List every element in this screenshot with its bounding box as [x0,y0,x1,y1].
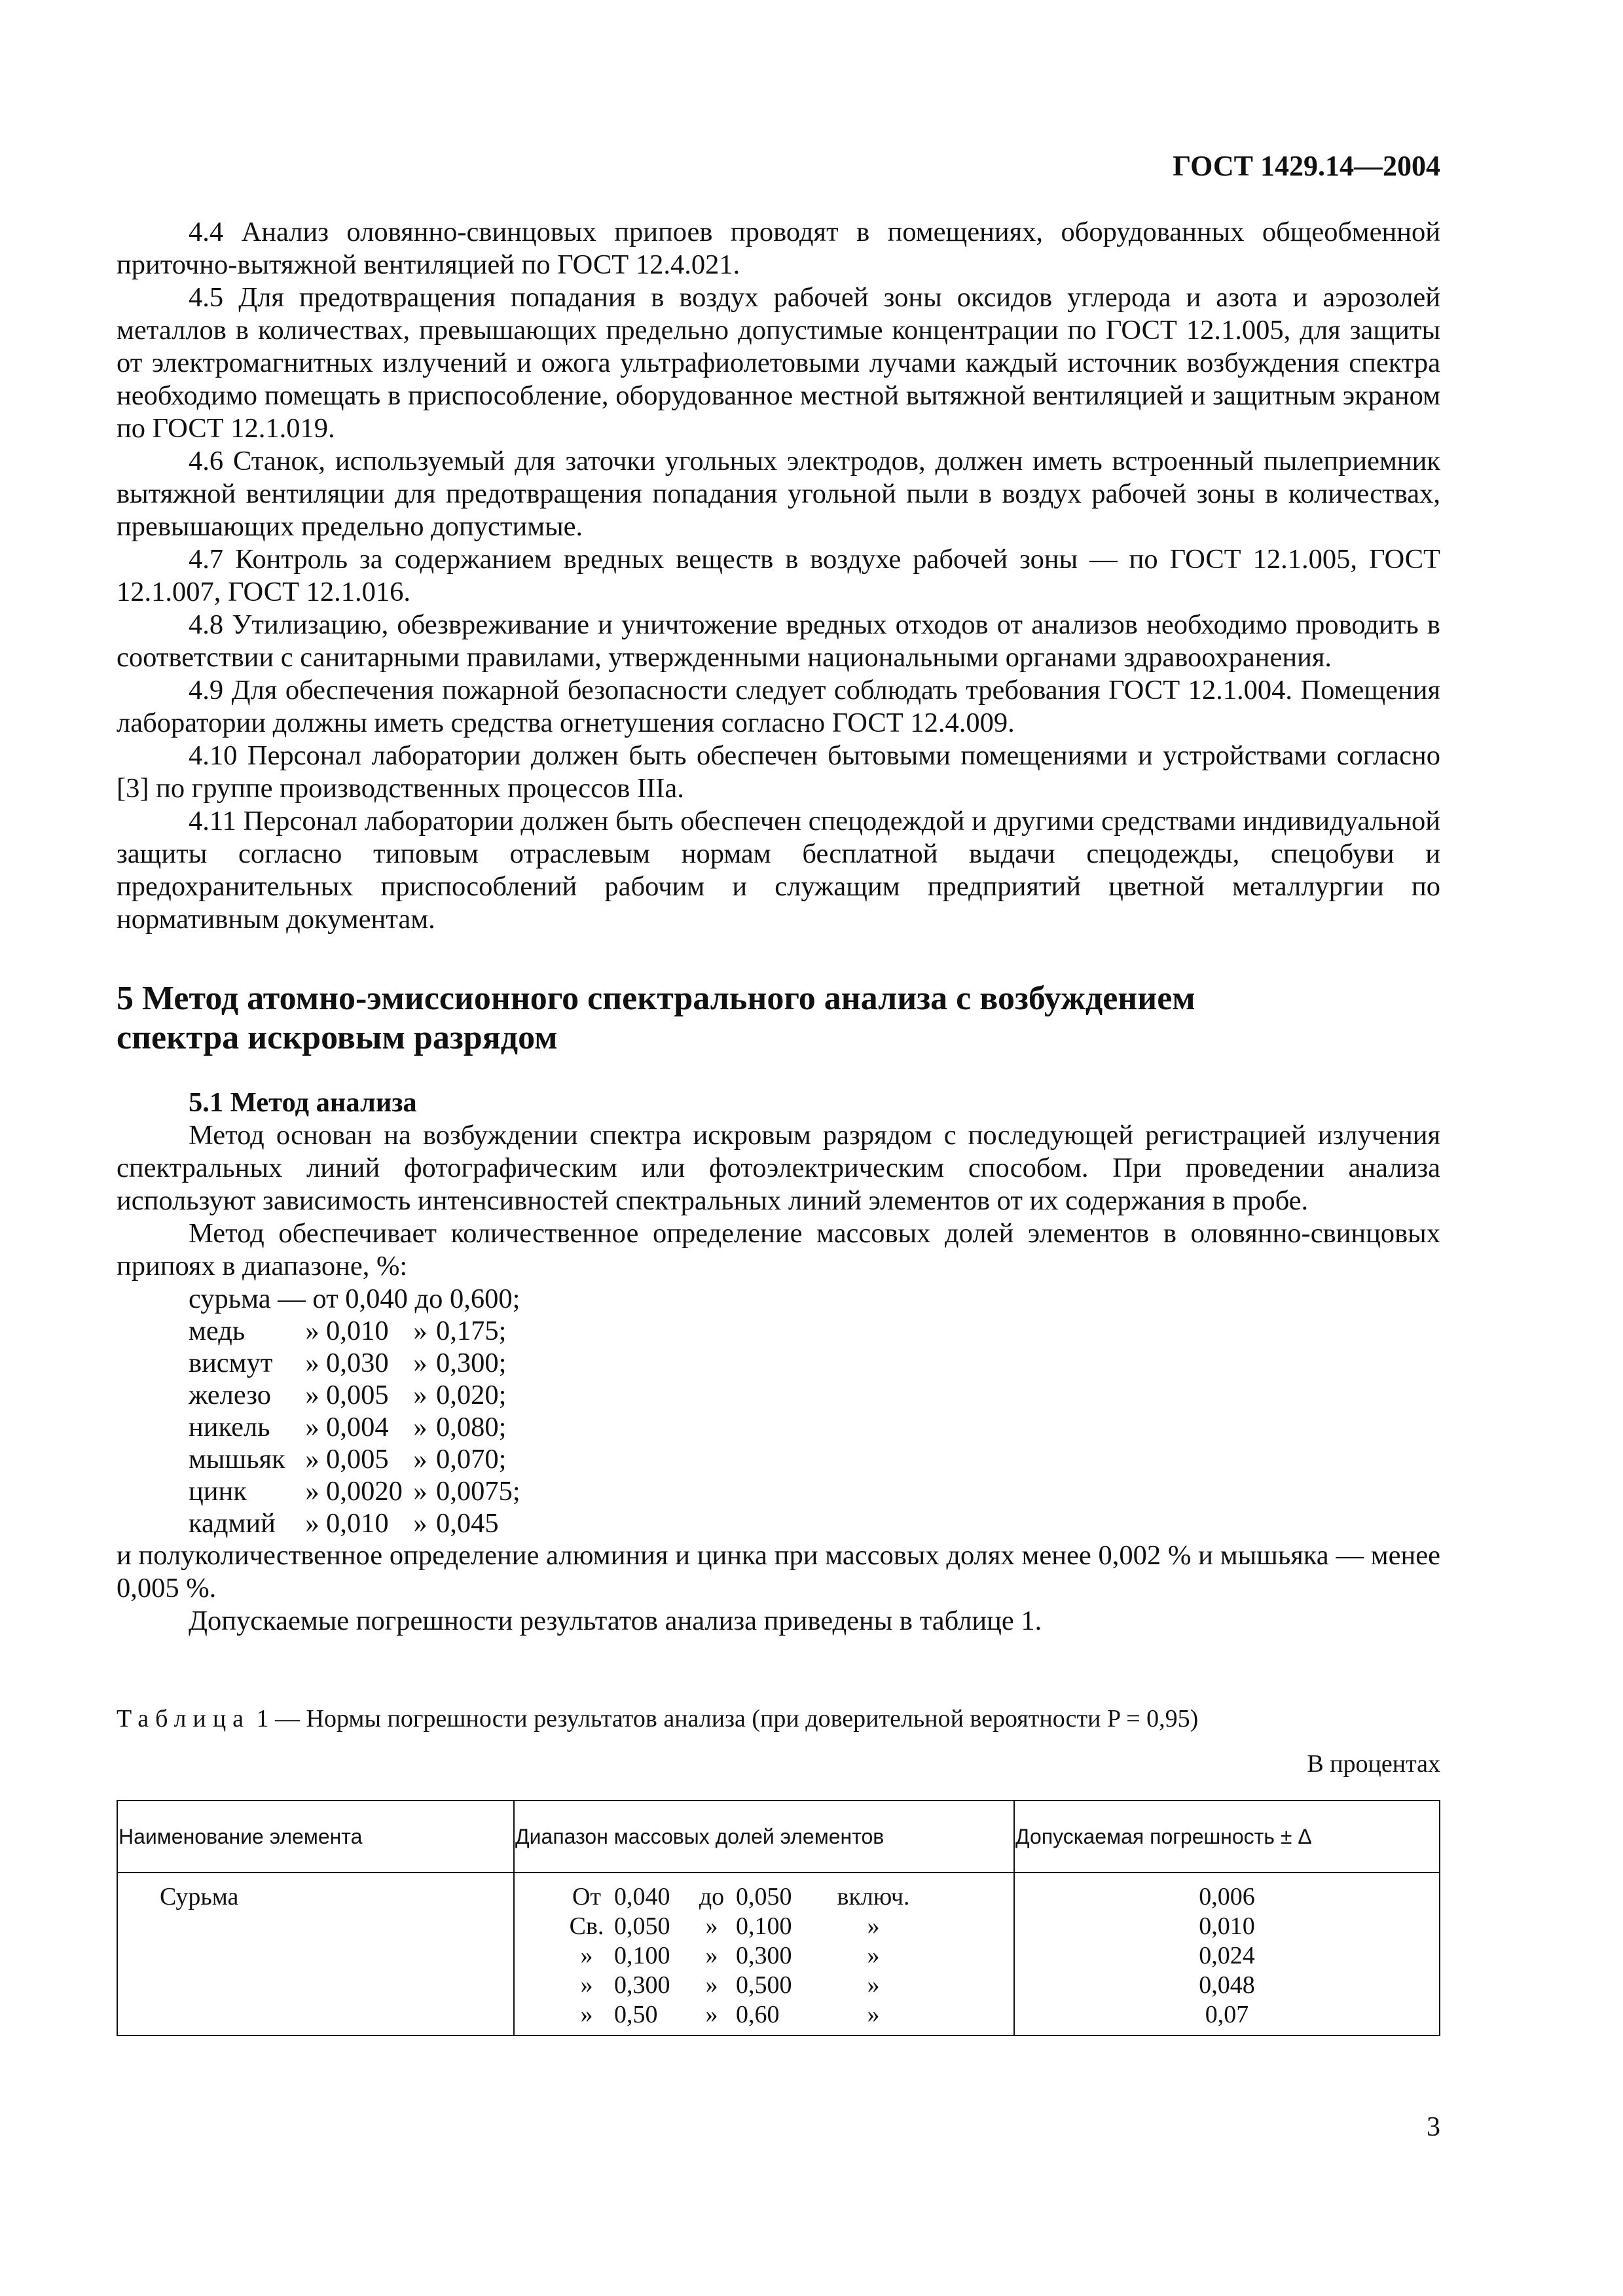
paragraph-5-1-ranges-intro: Метод обеспечивает количественное определение массовых долей элементов в оловянно-свинцовых припоях в диапазоне, %: [117,1218,1440,1282]
element-range-to: 0,020; [436,1380,507,1410]
range-part-a: Св. [569,1912,604,1940]
element-range-q1: » [305,1348,319,1378]
element-range-q2: » [413,1444,428,1475]
range-part-e: » [867,1971,880,1999]
subsection-5-1-heading: 5.1 Метод анализа [189,1087,417,1118]
range-part-b: 0,300 [614,1971,670,1999]
range-part-a: » [580,1971,593,1999]
paragraph-4-10: 4.10 Персонал лаборатории должен быть обеспечен бытовыми помещениями и устройствами согласно [3] по группе производственных процессов IIIа. [117,740,1440,804]
range-part-a: От [572,1883,602,1910]
element-range-first [189,1283,1440,1315]
element-range-q2: » [413,1316,428,1346]
range-part-b: 0,040 [614,1883,670,1910]
range-part-d: 0,500 [736,1971,792,1999]
element-range-to: 0,080; [436,1412,507,1443]
header-range: Диапазон массовых долей элементов [514,1801,1014,1873]
element-range-q2: » [413,1380,428,1410]
range-part-d: 0,100 [736,1912,792,1940]
range-part-d: 0,300 [736,1942,792,1969]
element-range-from: 0,004 [326,1412,389,1443]
paragraph-5-1-method: Метод основан на возбуждении спектра искровым разрядом с последующей регистрацией излучения спектральных линий фотографическим или фотоэлектрическим способом. При проведении анализа используют зависимость интенсивностей спектральных линий элементов от их содержания в пробе. [117,1120,1440,1216]
range-part-a: » [580,1942,593,1969]
element-range-q2: » [413,1508,428,1539]
paragraph-4-4: 4.4 Анализ оловянно-свинцовых припоев проводят в помещениях, оборудованных общеобменной приточно-вытяжной вентиляцией по ГОСТ 12.4.021. [117,217,1440,280]
section-5-heading [117,979,1440,1058]
element-range-list [189,1283,1440,1539]
standard-header: ГОСТ 1429.14—2004 [1173,150,1440,182]
range-part-d: 0,050 [736,1883,792,1910]
element-range-row [189,1347,1440,1379]
range-part-c: » [705,1912,718,1940]
range-part-d: 0,60 [736,2001,780,2028]
section-5-title-line1: 5 Метод атомно-эмиссионного спектрального анализа с возбуждением [117,980,1195,1017]
element-range-q2: » [413,1476,428,1507]
paragraph-4-5: 4.5 Для предотвращения попадания в воздух рабочей зоны оксидов углерода и азота и аэрозолей металлов в количествах, превышающих предельно допустимые концентрации по ГОСТ 12.1.005, для защиты от электромагнитных излучений и ожога ультрафиолетовыми лучами каждый источник возбуждения спектра необходимо помещать в приспособление, оборудованное местной вытяжной вентиляцией и защитным экраном по ГОСТ 12.1.019. [117,282,1440,444]
range-line [559,1882,1013,1912]
element-range-first-text: сурьма — от 0,040 до 0,600; [189,1283,520,1314]
range-part-e: » [867,1912,880,1940]
element-range-q1: » [305,1508,319,1539]
range-line [559,1941,1013,1971]
table-1 [117,1800,1440,2036]
element-range-name: висмут [189,1348,273,1378]
table-1-caption-label: Таблица [117,1705,251,1732]
element-range-name: мышьяк [189,1444,285,1475]
error-value: 0,010 [1199,1912,1255,1940]
range-part-b: 0,50 [614,2001,658,2028]
error-value: 0,006 [1199,1883,1255,1910]
element-range-to: 0,070; [436,1444,507,1475]
element-range-q2: » [413,1412,428,1443]
range-part-b: 0,100 [614,1942,670,1969]
element-range-name: цинк [189,1476,247,1507]
element-range-q1: » [305,1380,319,1410]
element-range-from: 0,005 [326,1380,389,1410]
range-part-b: 0,050 [614,1912,670,1940]
paragraph-4-6: 4.6 Станок, используемый для заточки угольных электродов, должен иметь встроенный пылеприемник вытяжной вентиляции для предотвращения попадания угольной пыли в воздух рабочей зоны в количествах, превышающих предельно допустимые. [117,446,1440,542]
document-body [117,216,1440,2036]
element-range-name: медь [189,1316,246,1346]
error-value: 0,048 [1199,1971,1255,1999]
element-range-to: 0,300; [436,1348,507,1378]
table-1-unit: В процентах [1307,1750,1440,1778]
element-range-from: 0,010 [326,1316,389,1346]
paragraph-4-7: 4.7 Контроль за содержанием вредных веществ в воздухе рабочей зоны — по ГОСТ 12.1.005, ГОСТ 12.1.007, ГОСТ 12.1.016. [117,544,1440,607]
element-range-q1: » [305,1476,319,1507]
range-part-c: » [705,1971,718,1999]
cell-error-list [1014,1873,1440,2036]
element-range-from: 0,005 [326,1444,389,1475]
element-range-from: 0,0020 [326,1476,403,1507]
element-range-row [189,1379,1440,1411]
element-range-row [189,1315,1440,1347]
element-range-row [189,1507,1440,1539]
paragraph-semiquant: и полуколичественное определение алюминия и цинка при массовых долях менее 0,002 % и мышьяка — менее 0,005 %. [117,1540,1440,1604]
element-range-q1: » [305,1316,319,1346]
table-1-caption [117,1703,1440,1734]
error-value: 0,07 [1205,2001,1249,2028]
range-line [559,2000,1013,2030]
paragraph-table-ref: Допускаемые погрешности результатов анализа приведены в таблице 1. [189,1605,1042,1636]
page-number: 3 [1427,2112,1440,2142]
error-value: 0,024 [1199,1942,1255,1969]
header-element-name: Наименование элемента [117,1801,514,1873]
paragraph-4-8: 4.8 Утилизацию, обезвреживание и уничтожение вредных отходов от анализов необходимо проводить в соответствии с санитарными правилами, утвержденными национальными органами здравоохранения. [117,609,1440,673]
range-part-e: включ. [837,1883,910,1910]
element-range-name: железо [189,1380,272,1410]
range-part-e: » [867,2001,880,2028]
cell-element: Сурьма [117,1873,514,2036]
range-part-a: » [580,2001,593,2028]
element-range-row [189,1443,1440,1475]
paragraph-4-9: 4.9 Для обеспечения пожарной безопасности следует соблюдать требования ГОСТ 12.1.004. Помещения лаборатории должны иметь средства огнетушения согласно ГОСТ 12.4.009. [117,675,1440,738]
range-line [559,1971,1013,2000]
element-range-to: 0,045 [436,1508,499,1539]
range-part-c: » [705,1942,718,1969]
element-range-q1: » [305,1444,319,1475]
range-part-c: до [699,1883,725,1910]
element-range-q1: » [305,1412,319,1443]
element-range-to: 0,175; [436,1316,507,1346]
header-error: Допускаемая погрешность ± Δ [1014,1801,1440,1873]
element-range-q2: » [413,1348,428,1378]
range-part-e: » [867,1942,880,1969]
element-range-row [189,1475,1440,1507]
element-range-name: никель [189,1412,270,1443]
cell-range-list [514,1873,1014,2036]
element-range-to: 0,0075; [436,1476,520,1507]
element-range-from: 0,010 [326,1508,389,1539]
paragraph-4-11: 4.11 Персонал лаборатории должен быть обеспечен спецодеждой и другими средствами индивидуальной защиты согласно типовым отраслевым нормам бесплатной выдачи спецодежды, спецобуви и предохранительных приспособлений рабочим и служащим предприятий цветной металлургии по нормативным документам. [117,806,1440,935]
element-range-name: кадмий [189,1508,276,1539]
element-range-from: 0,030 [326,1348,389,1378]
table-row [117,1873,1440,2036]
range-part-c: » [705,2001,718,2028]
table-1-caption-text: 1 — Нормы погрешности результатов анализа (при доверительной вероятности P = 0,95) [256,1705,1199,1732]
range-line [559,1912,1013,1941]
element-range-row [189,1411,1440,1443]
section-5-title-line2: спектра искровым разрядом [117,1019,558,1056]
table-header-row [117,1801,1440,1873]
